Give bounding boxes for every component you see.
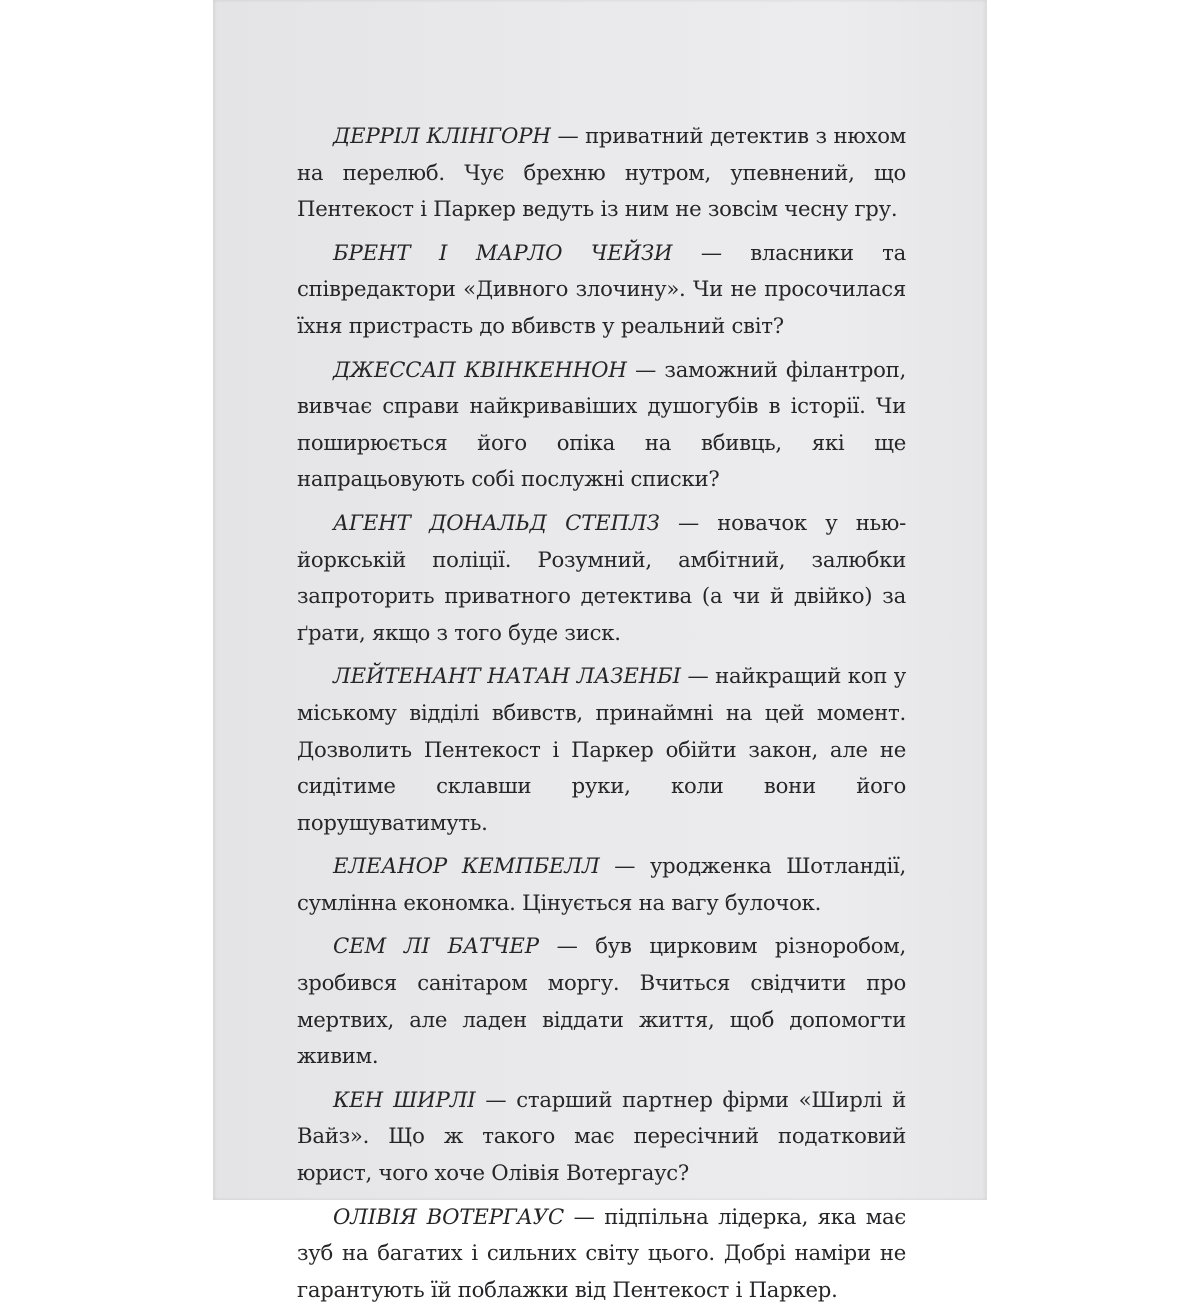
character-description: — власники та співредактори «Дивного злочину». Чи не просочилася їхня пристрасть до вбивств у реальний світ? xyxy=(297,239,906,338)
character-description: — найкращий коп у міському відділі вбивств, принаймні на цей момент. Дозволить Пентекост і Паркер обійти закон, але не сидітиме склавши руки, коли вони його порушуватимуть. xyxy=(297,663,907,835)
character-entry xyxy=(297,1082,906,1192)
character-description: — старший партнер фірми «Ширлі й Вайз». Що ж такого має пересічний податковий юрист, чого хоче Олівія Вотергаус? xyxy=(297,1086,906,1186)
character-name: ОЛІВІЯ ВОТЕРГАУС xyxy=(333,1203,565,1229)
character-description: — уродженка Шотландії, сумлінна економка. Цінується на вагу булочок. xyxy=(297,853,906,915)
book-page xyxy=(213,0,987,1302)
character-name: ЛЕЙТЕНАНТ НАТАН ЛАЗЕНБІ xyxy=(333,663,681,689)
character-name: КЕН ШИРЛІ xyxy=(333,1086,476,1112)
character-list xyxy=(297,118,906,1315)
character-entry xyxy=(297,118,906,228)
character-name: ДЖЕССАП КВІНКЕННОН xyxy=(333,356,627,382)
character-entry xyxy=(297,1199,906,1309)
character-entry xyxy=(297,848,906,921)
character-name: ЕЛЕАНОР КЕМПБЕЛЛ xyxy=(333,853,600,879)
character-description: — новачок у нью-йоркській поліції. Розумний, амбітний, залюбки запроторить приватного детектива (а чи й двійко) за ґрати, якщо з того буде зиск. xyxy=(297,509,906,645)
character-name: ДЕРРІЛ КЛІНГОРН xyxy=(333,123,551,148)
character-name: СЕМ ЛІ БАТЧЕР xyxy=(333,933,539,959)
character-entry xyxy=(297,235,906,345)
character-name: АГЕНТ ДОНАЛЬД СТЕПЛЗ xyxy=(333,509,660,535)
character-description: — підпільна лідерка, яка має зуб на багатих і сильних світу цього. Добрі наміри не гарантують їй поблажки від Пентекост і Паркер. xyxy=(297,1203,906,1302)
character-name: БРЕНТ І МАРЛО ЧЕЙЗИ xyxy=(333,239,673,265)
character-description: — був цирковим різноробом, зробився санітаром моргу. Вчиться свідчити про мертвих, але ладен віддати життя, щоб допомогти живим. xyxy=(297,933,906,1069)
character-entry xyxy=(297,505,906,651)
character-entry xyxy=(297,352,906,498)
character-description: — заможний філантроп, вивчає справи найкривавіших душогубів в історії. Чи поширюється його опіка на вбивць, які ще напрацьовують собі послужні списки? xyxy=(297,356,906,492)
character-entry xyxy=(297,658,906,841)
character-entry xyxy=(297,928,906,1074)
character-description: — приватний детектив з нюхом на перелюб. Чує брехню нутром, упевнений, що Пентекост і Паркер ведуть із ним не зовсім чесну гру. xyxy=(297,123,906,222)
